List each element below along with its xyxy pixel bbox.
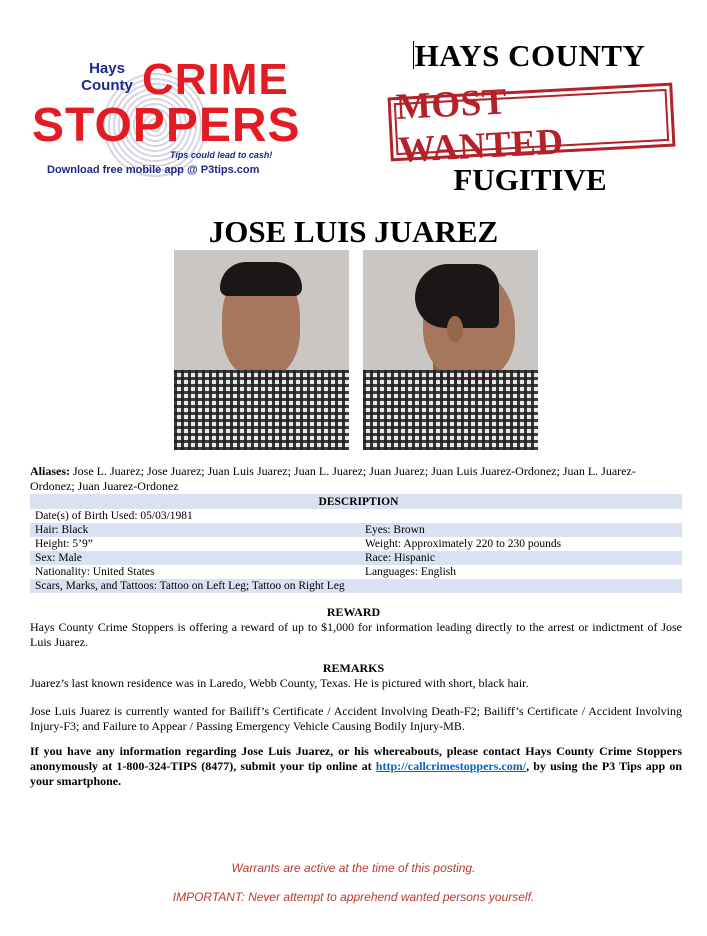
tips-website-link[interactable]: http://callcrimestoppers.com/ xyxy=(375,759,527,773)
languages-cell: Languages: English xyxy=(365,566,457,578)
text-cursor xyxy=(413,41,414,69)
nationality-cell: Nationality: United States xyxy=(35,566,155,578)
logo-tagline: Tips could lead to cash! xyxy=(170,150,273,160)
description-table xyxy=(30,494,682,593)
description-title: DESCRIPTION xyxy=(30,494,682,509)
remarks-charges: Jose Luis Juarez is currently wanted for Bailiff’s Certificate / Accident Involving Death-F2; Bailiff’s Certificate / Accident Involving Injury-F3; and Failure to Appear / Passing Emergency Vehicle Causing Bodily Injury-MB. xyxy=(30,704,682,733)
most-wanted-stamp xyxy=(388,81,676,171)
description-header-row xyxy=(30,494,682,509)
fugitive-subtitle: FUGITIVE xyxy=(453,162,607,197)
table-row xyxy=(30,565,682,579)
height-cell: Height: 5’9” xyxy=(35,538,93,550)
eyes-cell: Eyes: Brown xyxy=(365,523,682,537)
race-cell: Race: Hispanic xyxy=(365,551,682,565)
hair-cell: Hair: Black xyxy=(30,523,365,537)
dob-cell: Date(s) of Birth Used: 05/03/1981 xyxy=(35,510,193,522)
mugshot-profile-ear xyxy=(447,316,463,342)
crime-stoppers-logo xyxy=(30,38,330,183)
remarks-residence: Juarez’s last known residence was in Laredo, Webb County, Texas. He is pictured with short, black hair. xyxy=(30,676,529,690)
county-title xyxy=(390,38,668,74)
sex-cell: Sex: Male xyxy=(30,551,365,565)
mugshot-front-hair xyxy=(220,262,302,296)
mugshot-profile-shirt xyxy=(363,370,538,450)
scars-cell: Scars, Marks, and Tattoos: Tattoo on Left Leg; Tattoo on Right Leg xyxy=(30,579,682,593)
aliases-label: Aliases: xyxy=(30,464,70,478)
mugshot-front xyxy=(174,250,349,450)
remarks-heading: REMARKS xyxy=(322,661,385,675)
contact-paragraph xyxy=(30,744,682,789)
aliases xyxy=(30,464,680,494)
logo-app-line: Download free mobile app @ P3tips.com xyxy=(47,164,260,176)
aliases-value: Jose L. Juarez; Jose Juarez; Juan Luis Juarez; Juan L. Juarez; Juan Juarez; Juan Luis Juarez-Ordonez; Juan L. Juarez-Ordonez; Juan Juarez-Ordonez xyxy=(30,464,636,493)
contact-text-after: , by using the P3 Tips app on your smartphone. xyxy=(30,759,682,788)
logo-stoppers: STOPPERS xyxy=(32,99,301,152)
table-row xyxy=(30,551,682,565)
table-row xyxy=(30,509,682,523)
county-title-text: HAYS COUNTY xyxy=(414,38,646,73)
mugshot-profile xyxy=(363,250,538,450)
reward-text: Hays County Crime Stoppers is offering a reward of up to $1,000 for information leading directly to the arrest or indictment of Jose Luis Juarez. xyxy=(30,620,682,649)
logo-crime: CRIME xyxy=(142,55,289,104)
logo-hays-county: Hays County xyxy=(81,60,133,94)
important-notice: IMPORTANT: Never attempt to apprehend wanted persons yourself. xyxy=(172,890,535,904)
reward-heading: REWARD xyxy=(326,605,381,619)
most-wanted-stamp-text: MOST WANTED xyxy=(394,89,669,155)
warrants-notice: Warrants are active at the time of this posting. xyxy=(231,861,476,875)
contact-text-before: If you have any information regarding Jose Luis Juarez, or his whereabouts, please contact Hays County Crime Stoppers anonymously at 1-800-324-TIPS (8477), submit your tip online at xyxy=(30,744,682,773)
table-row xyxy=(30,579,682,593)
table-row xyxy=(30,537,682,551)
subject-name: JOSE LUIS JUAREZ xyxy=(208,214,499,249)
weight-cell: Weight: Approximately 220 to 230 pounds xyxy=(365,538,562,550)
table-row xyxy=(30,523,682,537)
mugshot-front-shirt xyxy=(174,370,349,450)
